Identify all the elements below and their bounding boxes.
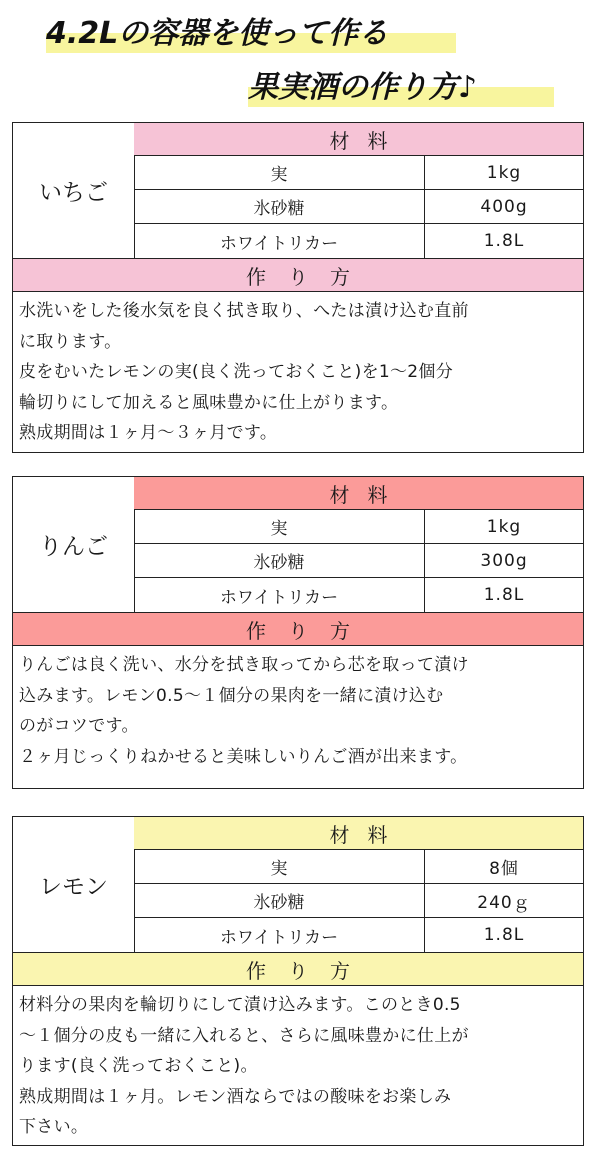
material-item: 氷砂糖 — [134, 190, 425, 223]
material-qty: 1kg — [486, 162, 522, 183]
method-line: 皮をむいたレモンの実(良く洗っておくこと)を1～2個分 — [19, 362, 453, 382]
method-line: ２ヶ月じっくりねかせると美味しいりんご酒が出来ます。 — [19, 746, 468, 767]
method-header: 作り方 — [13, 952, 583, 986]
method-line: に取ります。 — [19, 331, 122, 352]
material-item: 氷砂糖 — [134, 544, 425, 577]
recipe-card-strawberry — [12, 122, 584, 453]
material-item: 実 — [134, 156, 425, 189]
fruit-name: いちご — [13, 123, 135, 258]
material-row — [134, 884, 583, 918]
material-qty: 400g — [480, 196, 528, 217]
material-qty: 8個 — [489, 859, 519, 879]
method-line: ります(良く洗っておくこと)。 — [19, 1056, 258, 1076]
material-qty: 1.8L — [483, 231, 525, 251]
material-item: ホワイトリカー — [134, 578, 425, 612]
method-text — [13, 986, 583, 1143]
material-item: ホワイトリカー — [134, 224, 425, 258]
material-row — [134, 918, 583, 952]
material-qty: 240ｇ — [477, 893, 531, 913]
material-qty: 1.8L — [483, 585, 525, 605]
material-row — [134, 190, 583, 224]
method-line: 熟成期間は１ヶ月～３ヶ月です。 — [19, 423, 278, 443]
method-line: りんごは良く洗い、水分を拭き取ってから芯を取って漬け — [19, 655, 469, 675]
material-row — [134, 578, 583, 612]
fruit-name: りんご — [13, 477, 135, 612]
recipe-card-lemon — [12, 816, 584, 1146]
method-line: 水洗いをした後水気を良く拭き取り、へたは漬け込む直前 — [19, 301, 469, 321]
material-qty: 300g — [480, 550, 528, 571]
recipe-card-apple — [12, 476, 584, 789]
method-text — [13, 646, 583, 772]
materials-header: 材料 — [134, 477, 583, 510]
page-title-line-1: 4.2Lの容器を使って作る — [46, 12, 456, 56]
material-row — [134, 156, 583, 190]
method-text — [13, 292, 583, 449]
method-line: 材料分の果肉を輪切りにして漬け込みます。このとき0.5 — [19, 995, 461, 1015]
material-row — [134, 544, 583, 578]
materials-header: 材料 — [134, 817, 583, 850]
method-line: 下さい。 — [19, 1117, 89, 1137]
fruit-name: レモン — [13, 817, 135, 952]
material-qty: 1kg — [486, 516, 522, 537]
material-item: ホワイトリカー — [134, 918, 425, 952]
materials-header: 材料 — [134, 123, 583, 156]
material-row — [134, 510, 583, 544]
method-line: 輪切りにして加えると風味豊かに仕上がります。 — [19, 392, 399, 413]
method-line: のがコツです。 — [19, 716, 139, 736]
method-line: 熟成期間は１ヶ月。レモン酒ならではの酸味をお楽しみ — [19, 1086, 452, 1107]
page-title-line-2: 果実酒の作り方♪ — [248, 66, 554, 110]
method-line: ～１個分の皮も一緒に入れると、さらに風味豊かに仕上が — [19, 1025, 469, 1046]
method-header: 作り方 — [13, 258, 583, 292]
material-qty: 1.8L — [483, 925, 525, 945]
material-item: 実 — [134, 850, 425, 883]
material-row — [134, 224, 583, 258]
method-header: 作り方 — [13, 612, 583, 646]
method-line: 込みます。レモン0.5～１個分の果肉を一緒に漬け込む — [19, 685, 444, 706]
material-item: 実 — [134, 510, 425, 543]
material-row — [134, 850, 583, 884]
material-item: 氷砂糖 — [134, 884, 425, 917]
